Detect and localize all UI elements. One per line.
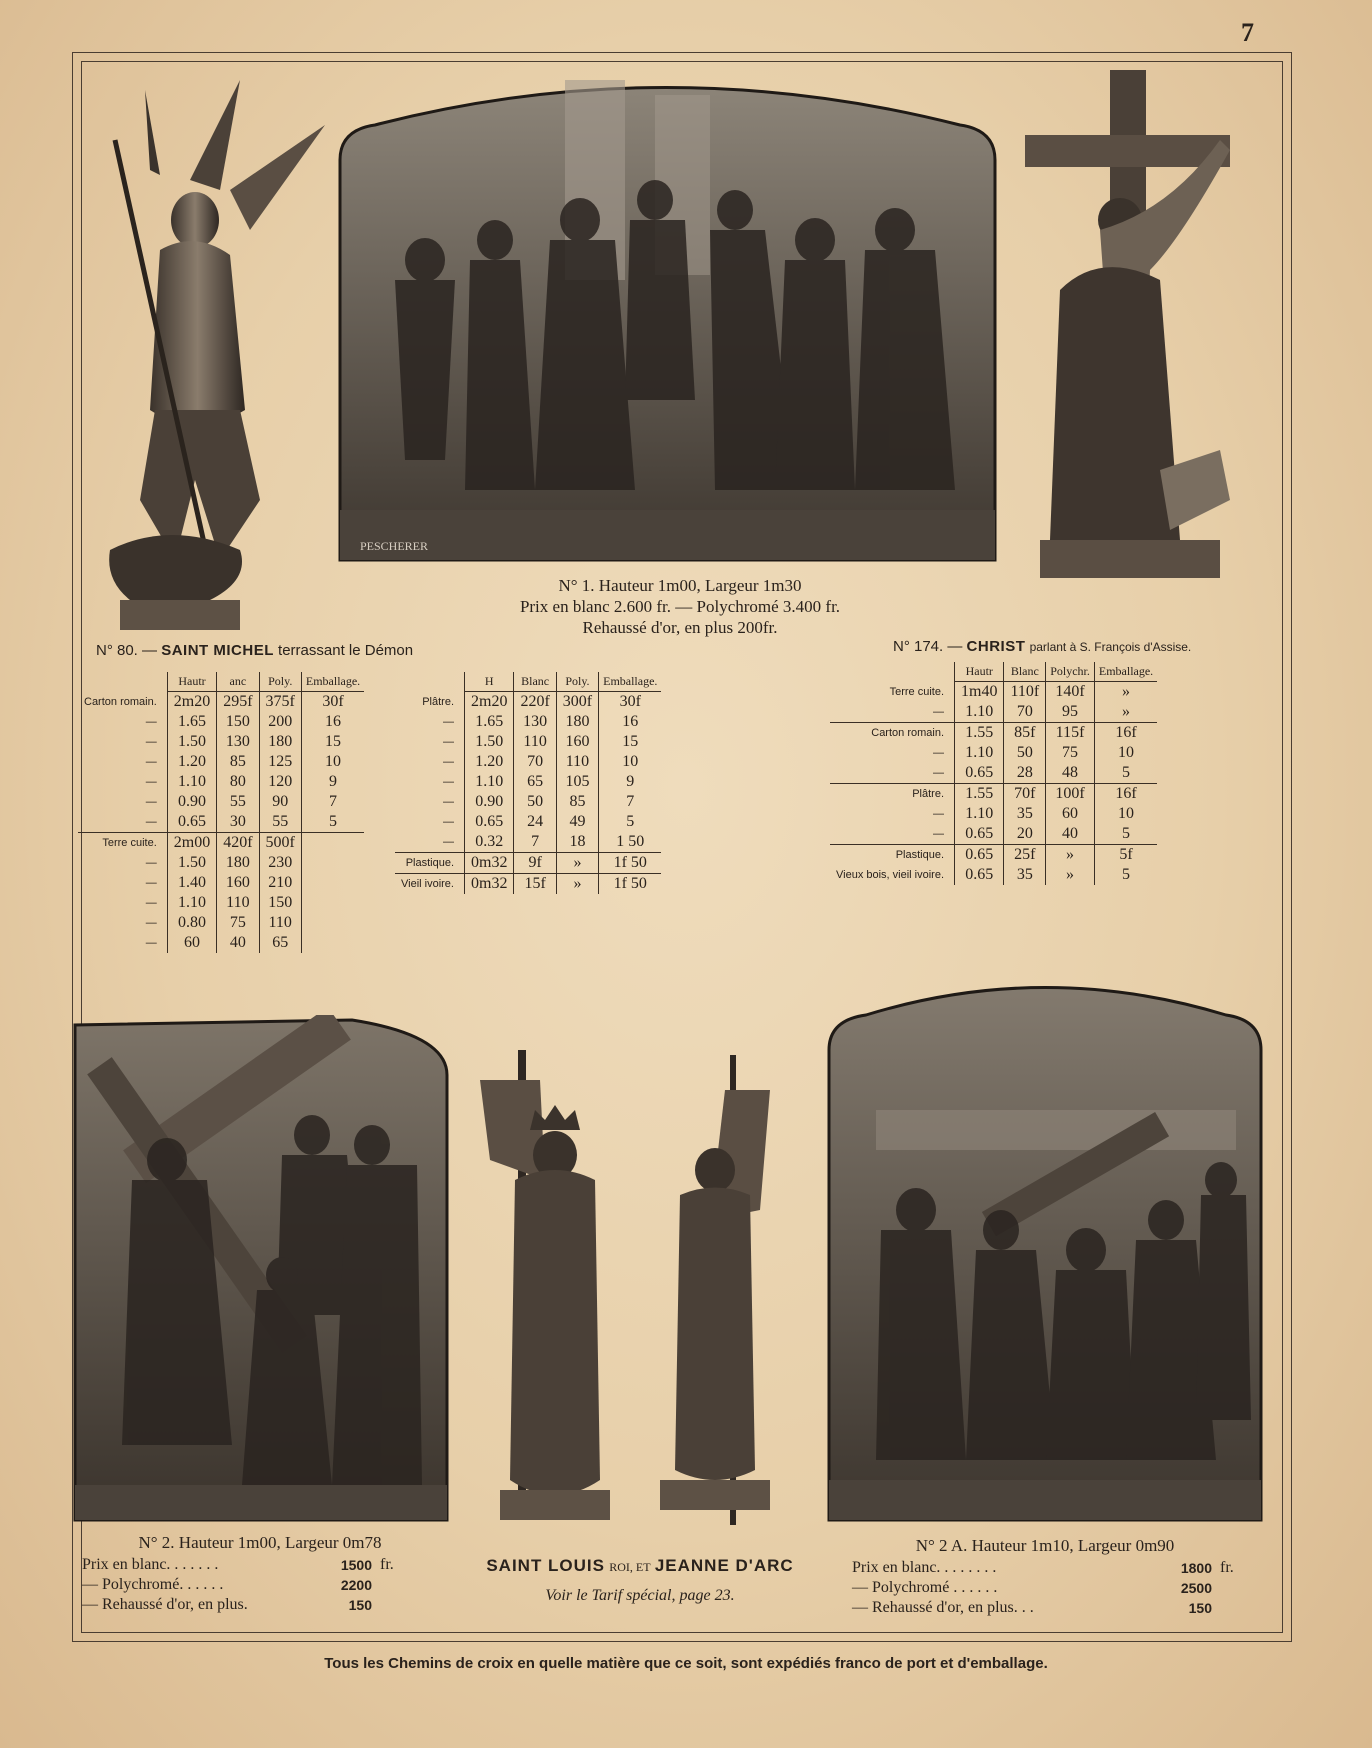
- material-cell: —: [933, 767, 945, 779]
- col-header: Emballage.: [301, 672, 364, 692]
- price-cell: 7: [599, 792, 662, 812]
- table-row: [395, 772, 661, 792]
- material-cell: —: [443, 736, 454, 748]
- price-cell: 5f: [1094, 845, 1157, 866]
- price-cell: 1.50: [167, 732, 216, 752]
- price-cell: 0.90: [167, 792, 216, 812]
- christ-price-table: [830, 662, 1157, 885]
- material-cell: —: [145, 897, 157, 909]
- price-cell: 15f: [514, 874, 556, 895]
- table-row: [830, 723, 1157, 744]
- table-row: [395, 692, 661, 713]
- table-row: [395, 874, 661, 895]
- table-row: [395, 812, 661, 832]
- price-cell: 1f 50: [599, 853, 662, 874]
- relief-2-caption: N° 2. Hauteur 1m00, Largeur 0m78: [138, 1533, 382, 1552]
- relief-1-illustration: [335, 70, 1000, 565]
- price-cell: 65: [514, 772, 556, 792]
- material-cell: —: [443, 716, 454, 728]
- price-cell: 50: [1004, 743, 1046, 763]
- price-cell: 0.65: [167, 812, 216, 833]
- shipping-footer-note: Tous les Chemins de croix en quelle matière que ce soit, sont expédiés franco de port et d'emballage.: [324, 1655, 1048, 1672]
- price-cell: 9: [301, 772, 364, 792]
- price-cell: [301, 913, 364, 933]
- table-row: [78, 833, 364, 854]
- price-cell: 0.32: [465, 832, 514, 853]
- price-cell: 140f: [1046, 682, 1095, 703]
- price-cell: 9f: [514, 853, 556, 874]
- price-cell: 25f: [1004, 845, 1046, 866]
- price-cell: 110f: [1004, 682, 1046, 703]
- table-row: [395, 732, 661, 752]
- relief-2a-price-list: [852, 1558, 1234, 1618]
- price-cell: 15: [301, 732, 364, 752]
- price-cell: 160: [556, 732, 598, 752]
- price-cell: 300f: [556, 692, 598, 713]
- price-cell: 16: [599, 712, 662, 732]
- price-cell: 1 50: [599, 832, 662, 853]
- col-header: anc: [217, 672, 259, 692]
- price-cell: 9: [599, 772, 662, 792]
- price-cell: 110: [217, 893, 259, 913]
- price-cell: 85f: [1004, 723, 1046, 744]
- svg-text:PESCHERER: PESCHERER: [360, 539, 429, 553]
- price-cell: 0m32: [465, 853, 514, 874]
- table-row: [78, 812, 364, 833]
- price-cell: 50: [514, 792, 556, 812]
- price-cell: 0.65: [955, 824, 1004, 845]
- table-row: [830, 865, 1157, 885]
- table-row: [78, 752, 364, 772]
- price-cell: 5: [599, 812, 662, 832]
- price-cell: 5: [1094, 824, 1157, 845]
- material-cell: —: [145, 937, 157, 949]
- table-row: [395, 792, 661, 812]
- price-cell: 180: [556, 712, 598, 732]
- material-cell: —: [145, 917, 157, 929]
- material-cell: —: [443, 796, 454, 808]
- material-cell: —: [145, 716, 157, 728]
- price-cell: 220f: [514, 692, 556, 713]
- material-cell: Plastique.: [830, 845, 955, 866]
- price-cell: 1.10: [955, 702, 1004, 723]
- price-cell: [301, 873, 364, 893]
- price-cell: 1.55: [955, 723, 1004, 744]
- price-cell: 1.10: [955, 743, 1004, 763]
- material-cell: —: [145, 776, 157, 788]
- price-cell: 2m20: [465, 692, 514, 713]
- price-cell: [301, 833, 364, 854]
- price-cell: 200: [259, 712, 301, 732]
- price-row: — Polychromé . . . . . . 2500: [852, 1579, 1212, 1596]
- price-cell: 500f: [259, 833, 301, 854]
- table-row: [78, 933, 364, 953]
- table-row: [395, 853, 661, 874]
- price-cell: 130: [514, 712, 556, 732]
- material-cell: —: [443, 816, 454, 828]
- col-header: Blanc: [514, 672, 556, 692]
- table-row: [830, 763, 1157, 784]
- price-cell: 10: [301, 752, 364, 772]
- material-cell: Terre cuite.: [889, 685, 945, 698]
- price-cell: 0.65: [465, 812, 514, 832]
- christ-title: N° 174. — CHRIST parlant à S. François d'Assise.: [893, 638, 1192, 655]
- price-cell: 230: [259, 853, 301, 873]
- price-cell: 1.10: [465, 772, 514, 792]
- price-cell: 85: [217, 752, 259, 772]
- price-cell: »: [1094, 702, 1157, 723]
- price-cell: 7: [514, 832, 556, 853]
- price-cell: 105: [556, 772, 598, 792]
- material-cell: —: [145, 857, 157, 869]
- material-cell: Plâtre.: [422, 695, 454, 708]
- material-cell: —: [933, 747, 945, 759]
- price-cell: 1m40: [955, 682, 1004, 703]
- price-cell: 7: [301, 792, 364, 812]
- price-cell: 5: [301, 812, 364, 833]
- price-cell: »: [1046, 845, 1095, 866]
- material-cell: Vieil ivoire.: [395, 874, 465, 895]
- table-row: [830, 743, 1157, 763]
- price-cell: 10: [1094, 804, 1157, 824]
- material-cell: Vieux bois, vieil ivoire.: [836, 869, 945, 881]
- price-cell: 5: [1094, 763, 1157, 784]
- relief-1-caption: [380, 575, 980, 638]
- price-cell: 0.90: [465, 792, 514, 812]
- material-cell: —: [145, 877, 157, 889]
- relief-2a-caption: N° 2 A. Hauteur 1m10, Largeur 0m90: [915, 1536, 1175, 1555]
- material-cell: —: [145, 736, 157, 748]
- table-row: [78, 873, 364, 893]
- price-cell: 1.65: [167, 712, 216, 732]
- price-cell: 28: [1004, 763, 1046, 784]
- table-row: [830, 682, 1157, 703]
- price-cell: 40: [217, 933, 259, 953]
- price-cell: 15: [599, 732, 662, 752]
- material-cell: Plâtre.: [830, 784, 955, 805]
- saint-louis-jeanne-darc-illustration: [470, 1050, 810, 1545]
- relief-2a-illustration: [826, 980, 1264, 1525]
- saint-michel-price-table-b: [395, 672, 661, 894]
- price-cell: [301, 893, 364, 913]
- price-cell: 0m32: [465, 874, 514, 895]
- table-row: [395, 832, 661, 853]
- table-row: [78, 692, 364, 713]
- table-row: [395, 752, 661, 772]
- price-cell: 130: [217, 732, 259, 752]
- table-row: [830, 804, 1157, 824]
- relief-2-illustration: [72, 1015, 450, 1525]
- relief-2-price-list: [82, 1555, 394, 1615]
- price-cell: 120: [259, 772, 301, 792]
- material-cell: —: [145, 816, 157, 828]
- price-cell: 0.65: [955, 845, 1004, 866]
- price-cell: 80: [217, 772, 259, 792]
- table-row: [830, 845, 1157, 866]
- price-cell: »: [556, 853, 598, 874]
- saint-michel-name: SAINT MICHEL: [161, 642, 274, 659]
- price-cell: 1.20: [465, 752, 514, 772]
- price-cell: 375f: [259, 692, 301, 713]
- price-cell: 70: [514, 752, 556, 772]
- price-cell: [301, 933, 364, 953]
- table-row: [830, 702, 1157, 723]
- price-cell: 30f: [599, 692, 662, 713]
- price-cell: 5: [1094, 865, 1157, 885]
- table-row: [78, 913, 364, 933]
- material-cell: —: [443, 756, 454, 768]
- price-cell: 49: [556, 812, 598, 832]
- price-cell: 1f 50: [599, 874, 662, 895]
- christ-saint-francis-statue-illustration: [1020, 70, 1265, 620]
- price-cell: »: [1046, 865, 1095, 885]
- price-cell: »: [1094, 682, 1157, 703]
- saint-louis-caption: SAINT LOUIS ROI, ET JEANNE D'ARC: [486, 1556, 794, 1575]
- price-cell: 295f: [217, 692, 259, 713]
- price-cell: 35: [1004, 804, 1046, 824]
- price-cell: 30: [217, 812, 259, 833]
- price-cell: 0.65: [955, 865, 1004, 885]
- material-cell: —: [933, 706, 945, 718]
- price-row: — Polychromé. . . . . . 2200: [82, 1576, 372, 1593]
- price-cell: 1.10: [167, 772, 216, 792]
- price-cell: 95: [1046, 702, 1095, 723]
- price-cell: 2m20: [167, 692, 216, 713]
- price-cell: 20: [1004, 824, 1046, 845]
- price-cell: 160: [217, 873, 259, 893]
- price-cell: 420f: [217, 833, 259, 854]
- price-cell: 55: [259, 812, 301, 833]
- price-cell: 40: [1046, 824, 1095, 845]
- price-cell: 16f: [1094, 784, 1157, 805]
- col-header: Hautr: [167, 672, 216, 692]
- saint-michel-statue-illustration: [100, 80, 330, 640]
- relief-1-prices: Prix en blanc 2.600 fr. — Polychromé 3.400 fr.: [519, 597, 841, 616]
- price-cell: 1.40: [167, 873, 216, 893]
- price-cell: 125: [259, 752, 301, 772]
- table-row: [78, 893, 364, 913]
- price-cell: 1.50: [465, 732, 514, 752]
- price-cell: 150: [259, 893, 301, 913]
- material-cell: Plastique.: [395, 853, 465, 874]
- col-header: Polychr.: [1046, 662, 1095, 682]
- price-row: Prix en blanc. . . . . . . 1500 fr.: [82, 1556, 394, 1573]
- saint-louis-tariff-note: Voir le Tarif spécial, page 23.: [545, 1587, 735, 1604]
- table-row: [78, 853, 364, 873]
- price-cell: 2m00: [167, 833, 216, 854]
- price-cell: 75: [1046, 743, 1095, 763]
- col-header: Poly.: [556, 672, 598, 692]
- col-header: Emballage.: [599, 672, 662, 692]
- price-cell: 70: [1004, 702, 1046, 723]
- price-row: — Rehaussé d'or, en plus. 150: [82, 1596, 372, 1613]
- material-cell: —: [443, 776, 454, 788]
- material-cell: —: [145, 796, 157, 808]
- price-cell: 1.10: [167, 893, 216, 913]
- price-cell: 60: [167, 933, 216, 953]
- price-row: Prix en blanc. . . . . . . . 1800 fr.: [852, 1559, 1234, 1576]
- price-cell: 30f: [301, 692, 364, 713]
- col-header: Blanc: [1004, 662, 1046, 682]
- page-number: 7: [1241, 18, 1254, 47]
- price-cell: 1.20: [167, 752, 216, 772]
- saint-michel-price-table-a: [78, 672, 364, 953]
- price-cell: 48: [1046, 763, 1095, 784]
- saint-michel-title: N° 80. — SAINT MICHEL terrassant le Démon: [96, 642, 414, 659]
- price-row: — Rehaussé d'or, en plus. . . 150: [852, 1599, 1212, 1616]
- price-cell: 115f: [1046, 723, 1095, 744]
- material-cell: Carton romain.: [84, 695, 157, 708]
- price-cell: 90: [259, 792, 301, 812]
- relief-1-dimensions: N° 1. Hauteur 1m00, Largeur 1m30: [558, 576, 802, 595]
- price-cell: 0.80: [167, 913, 216, 933]
- christ-name: CHRIST: [966, 638, 1026, 655]
- price-cell: 18: [556, 832, 598, 853]
- price-cell: »: [556, 874, 598, 895]
- price-cell: 1.50: [167, 853, 216, 873]
- col-header: H: [465, 672, 514, 692]
- price-cell: 110: [259, 913, 301, 933]
- col-header: Emballage.: [1094, 662, 1157, 682]
- price-cell: 16: [301, 712, 364, 732]
- relief-1-gilding: Rehaussé d'or, en plus 200fr.: [582, 618, 778, 637]
- table-row: [78, 712, 364, 732]
- price-cell: 150: [217, 712, 259, 732]
- col-header: Poly.: [259, 672, 301, 692]
- price-cell: 85: [556, 792, 598, 812]
- table-row: [830, 824, 1157, 845]
- material-cell: —: [933, 828, 945, 840]
- price-cell: 10: [599, 752, 662, 772]
- price-cell: 16f: [1094, 723, 1157, 744]
- price-cell: 75: [217, 913, 259, 933]
- price-cell: 100f: [1046, 784, 1095, 805]
- col-header: Hautr: [955, 662, 1004, 682]
- price-cell: 24: [514, 812, 556, 832]
- table-row: [78, 792, 364, 812]
- price-cell: 10: [1094, 743, 1157, 763]
- price-cell: 0.65: [955, 763, 1004, 784]
- material-cell: —: [443, 836, 454, 848]
- price-cell: 35: [1004, 865, 1046, 885]
- table-row: [395, 712, 661, 732]
- price-cell: 70f: [1004, 784, 1046, 805]
- price-cell: 1.10: [955, 804, 1004, 824]
- material-cell: Carton romain.: [830, 723, 955, 744]
- table-row: [830, 784, 1157, 805]
- price-cell: 60: [1046, 804, 1095, 824]
- price-cell: 110: [556, 752, 598, 772]
- price-cell: 1.55: [955, 784, 1004, 805]
- price-cell: 210: [259, 873, 301, 893]
- price-cell: 1.65: [465, 712, 514, 732]
- price-cell: [301, 853, 364, 873]
- price-cell: 110: [514, 732, 556, 752]
- table-row: [78, 732, 364, 752]
- material-cell: Terre cuite.: [78, 833, 167, 854]
- price-cell: 55: [217, 792, 259, 812]
- price-cell: 65: [259, 933, 301, 953]
- table-row: [78, 772, 364, 792]
- material-cell: —: [145, 756, 157, 768]
- material-cell: —: [933, 808, 945, 820]
- price-cell: 180: [217, 853, 259, 873]
- price-cell: 180: [259, 732, 301, 752]
